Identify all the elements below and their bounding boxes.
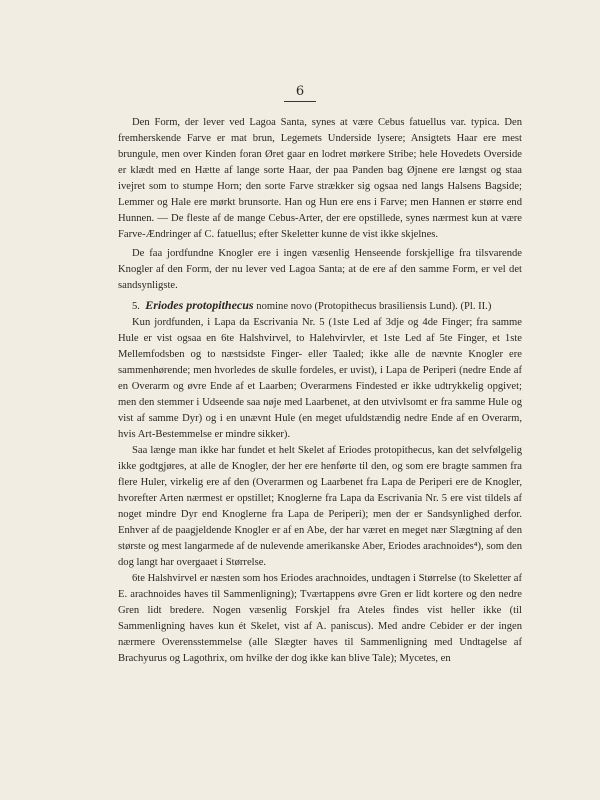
section-heading	[118, 297, 522, 315]
section-heading-text: nomine novo (Protopithecus brasiliensis Lund). (Pl. II.)	[256, 301, 492, 312]
section-number: 5.	[132, 301, 140, 312]
paragraph: Kun jordfunden, i Lapa da Escrivania Nr. 5 (1ste Led af 3dje og 4de Finger; fra samme Hule er vist ogsaa en 6te Halshvirvel, to Halehvirvler, et 1ste Led af 5te Finger, et 1ste Mellemfodsben og to næstsidste Finger- eller Taaled; ikke alle de nævnte Knogler ere sammenhørende; men hvorledes de skulle fordeles, er uvist), i Lapa de Periperi (nedre Ende af en Overarm og øvre Ende af et Laarben; Overarmens Findested er ikke udtrykkelig opgivet; men den stemmer i Udseende saa nøje med Laarbenet, at den utvivlsomt er fra samme Hule og vist af samme Dyr) og i en unævnt Hule (en meget ufuldstændig nedre Ende af en Overarm, hvis Art-Bestemmelse er mindre sikker).	[118, 317, 522, 440]
paragraph: Saa længe man ikke har fundet et helt Skelet af Eriodes protopithecus, kan det selvfølgelig ikke godtgjøres, at alle de Knogler, der her ere henførte til den, og som ere bragte sammen fra flere Huler, virkelig ere af den (Overarmen og Laarbenet fra Lapa de Periperi ere de Knogler, hvorefter Arten nærmest er opstillet; Knoglerne fra Lapa da Escrivania Nr. 5 ere vist tildels af noget mindre Dyr end Knoglerne fra Lapa de Periperi); men der er Sandsynlighed derfor. Enhver af de paagjeldende Knogler er af en Abe, der har været en meget nær Slægtning af den største og mest langarmede af de nulevende amerikanske Aber, Eriodes arachnoides⁴), som den dog langt har overgaaet i Størrelse.	[118, 445, 522, 568]
paragraph: 6te Halshvirvel er næsten som hos Eriodes arachnoides, undtagen i Størrelse (to Skeletter af E. arachnoides haves til Sammenligning); Tværtappens øvre Gren er lidt kortere og den nedre Gren lidt bredere. Nogen væsenlig Forskjel fra Ateles findes vist heller ikke (til Sammenligning haves kun ét Skelet, vist af A. paniscus). Med andre Cebider er der ingen nærmere Overensstemmelse (alle Slægter haves til Sammenligning med Undtagelse af Brachyurus og Lagothrix, om hvilke der dog ikke kan blive Tale); Mycetes, en	[118, 573, 522, 664]
species-name: Eriodes protopithecus	[145, 298, 254, 312]
page-number-rule	[284, 101, 316, 102]
page-number: 6	[295, 84, 305, 99]
paragraph: Den Form, der lever ved Lagoa Santa, synes at være Cebus fatuellus var. typica. Den fremherskende Farve er mat brun, Legemets Underside lysere; Ansigtets Haar ere mest brungule, men over Kinden foran Øret gaar en lodret mørkere Stribe; hele Hovedets Overside er klædt med en Hætte af lange sorte Haar, der paa Panden bag Øjnene ere længst og staa ivejret som to stumpe Horn; den sorte Farve strækker sig ogsaa ned langs Halsens Bagside; Lemmer og Hale ere mørkt brunsorte. Han og Hun ere ens i Farve; men Hannen er større end Hunnen. — De fleste af de mange Cebus-Arter, der ere opstillede, synes nærmest kun at være Farve-Ændringer af C. fatuellus; efter Skeletter kunne de vist ikke skjelnes.	[118, 117, 522, 240]
body-text	[118, 115, 522, 667]
paragraph: De faa jordfundne Knogler ere i ingen væsenlig Henseende forskjellige fra tilsvarende Knogler af den Form, der nu lever ved Lagoa Santa; at de ere af den samme Form, er vel det sandsynligste.	[118, 248, 522, 291]
